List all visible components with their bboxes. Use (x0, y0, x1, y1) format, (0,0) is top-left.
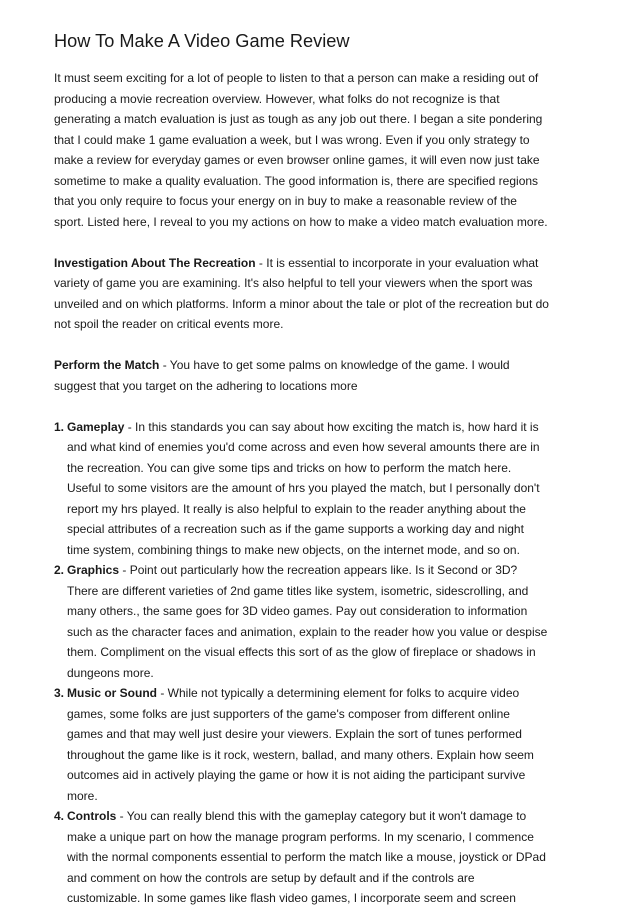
list-line: many others., the same goes for 3D video games. Pay out consideration to information (67, 604, 528, 618)
intro-paragraph (54, 68, 590, 232)
list-line (67, 683, 590, 704)
document-body (54, 68, 590, 909)
list-line: more. (67, 788, 98, 803)
list-item-controls (54, 806, 590, 909)
intro-line: that you only require to focus your energy on in buy to make a reasonable review of the (54, 194, 517, 208)
list-heading: Graphics (67, 563, 120, 577)
investigation-text: - It is essential to incorporate in your evaluation what (255, 255, 539, 270)
intro-line: sometime to make a quality evaluation. The good information is, there are specified regions (54, 173, 539, 188)
perform-line: suggest that you target on the adhering to locations more (54, 378, 358, 393)
list-text: - In this standards you can say about how exciting the match is, how hard it is (124, 419, 539, 434)
list-heading: Music or Sound (67, 686, 157, 700)
intro-line: sport. Listed here, I reveal to you my actions on how to make a video match evaluation more. (54, 214, 548, 229)
list-number: 2. (54, 563, 65, 577)
list-line: games and that may well just desire your viewers. Explain the sort of tunes performed (67, 727, 522, 741)
perform-text: - You have to get some palms on knowledge of the game. I would (159, 358, 510, 372)
investigation-line: unveiled and on which platforms. Inform a minor about the tale or plot of the recreation but do (54, 296, 549, 311)
criteria-list (54, 417, 590, 909)
list-line: customizable. In some games like flash video games, I incorporate seem and screen (67, 891, 516, 905)
list-heading: Gameplay (67, 419, 125, 434)
list-heading: Controls (67, 809, 117, 823)
list-line: with the normal components essential to perform the match like a mouse, joystick or DPad (67, 850, 546, 864)
list-line: Useful to some visitors are the amount of hrs you played the match, but I personally don't (67, 481, 540, 495)
list-line: them. Compliment on the visual effects this sort of as the glow of fireplace or shadows in (67, 645, 536, 659)
investigation-line: not spoil the reader on critical events more. (54, 317, 284, 331)
intro-line: make a review for everyday games or even browser online games, it will even now just take (54, 153, 540, 167)
list-line (67, 560, 590, 581)
list-text: - Point out particularly how the recreation appears like. Is it Second or 3D? (119, 563, 518, 577)
list-line: and comment on how the controls are setup by default and if the controls are (67, 870, 475, 885)
investigation-line: variety of game you are examining. It's also helpful to tell your viewers when the sport was (54, 276, 533, 290)
investigation-paragraph (54, 253, 590, 335)
page-title: How To Make A Video Game Review (54, 31, 350, 51)
list-line: the recreation. You can give some tips and tricks on how to perform the match here. (67, 460, 512, 475)
intro-line: that I could make 1 game evaluation a week, but I was wrong. Even if you only strategy to (54, 132, 530, 147)
list-number: 3. (54, 686, 65, 700)
list-line: dungeons more. (67, 665, 154, 680)
list-line (67, 417, 590, 438)
list-line: outcomes aid in actively playing the game or how it is not aiding the participant survive (67, 768, 526, 782)
investigation-heading: Investigation About The Recreation (54, 255, 256, 270)
perform-line (54, 355, 590, 376)
intro-line: It must seem exciting for a lot of people to listen to that a person can make a residing out of (54, 71, 539, 85)
list-item-gameplay (54, 417, 590, 561)
list-line: time system, combining things to make new objects, on the internet mode, and so on. (67, 542, 520, 557)
investigation-line (54, 253, 590, 274)
list-line (67, 806, 590, 827)
list-line: such as the character faces and animation, explain to the reader how you value or despise (67, 624, 548, 639)
list-number: 1. (54, 419, 65, 434)
perform-paragraph (54, 355, 590, 396)
list-line: and what kind of enemies you'd come across and even how several amounts there are in (67, 440, 540, 454)
list-text: - You can really blend this with the gameplay category but it won't damage to (116, 809, 527, 823)
list-item-music-or-sound (54, 683, 590, 806)
list-line: make a unique part on how the manage program performs. In my scenario, I commence (67, 829, 534, 844)
list-line: games, some folks are just supporters of the game's composer from different online (67, 706, 510, 721)
list-line: report my hrs played. It really is also helpful to explain to the reader anything about the (67, 501, 526, 516)
list-line: There are different varieties of 2nd game titles like system, isometric, sidescrolling, and (67, 583, 529, 598)
list-text: - While not typically a determining element for folks to acquire video (157, 686, 520, 700)
intro-line: producing a movie recreation overview. However, what folks do not recognize is that (54, 91, 500, 106)
list-item-graphics (54, 560, 590, 683)
list-line: throughout the game like is it rock, western, ballad, and many others. Explain how seem (67, 747, 534, 762)
list-number: 4. (54, 809, 65, 823)
perform-heading: Perform the Match (54, 358, 160, 372)
list-line: special attributes of a recreation such as if the game supports a working day and night (67, 522, 524, 536)
intro-line: generating a match evaluation is just as tough as any job out there. I began a site pondering (54, 112, 543, 126)
